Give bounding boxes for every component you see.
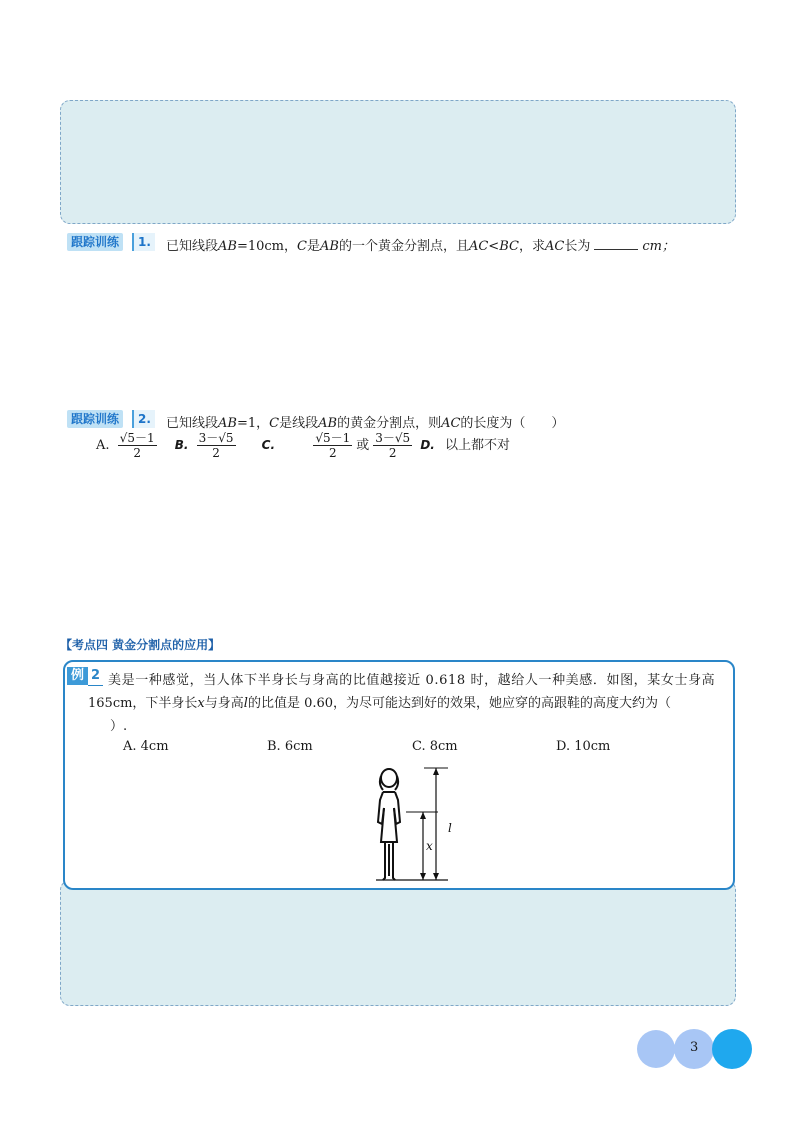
label-l: l: [448, 821, 452, 835]
option-c-fraction-2: $\frac{3-√5}{2}$: [375, 431, 411, 460]
section-title: 【考点四 黄金分割点的应用】: [60, 638, 221, 652]
woman-height-figure: [366, 764, 470, 884]
example-option-b: B. 6cm: [267, 739, 313, 754]
option-b-label: B.: [174, 438, 189, 452]
page-number: 3: [690, 1040, 699, 1055]
option-c-fraction-1: $\frac{√5-1}{2}$: [315, 431, 351, 460]
example-option-d: D. 10cm: [556, 739, 611, 754]
example-line-1: 美是一种感觉，当人体下半身长与身高的比值越接近 0.618 时，越给人一种美感．如图，某女士身高: [108, 673, 716, 688]
answer-box-top: [60, 100, 736, 224]
option-d-label: D.: [420, 438, 435, 452]
option-d-text: 以上都不对: [444, 438, 510, 453]
practice-number-1: 1.: [132, 233, 155, 251]
question-1-text: 已知线段AB=10cm，C是AB的一个黄金分割点，且AC<BC，求AC长为 cm；: [166, 239, 675, 254]
example-number: 2: [88, 667, 103, 686]
label-x: x: [426, 839, 433, 853]
practice-tag-1: 跟踪训练: [67, 233, 123, 251]
answer-box-bottom: [60, 880, 736, 1006]
option-b-fraction: $\frac{3-√5}{2}$: [198, 431, 234, 460]
example-option-c: C. 8cm: [412, 739, 458, 754]
woman-silhouette-icon: [378, 769, 400, 880]
example-tag: 例: [67, 667, 88, 685]
question-2-options: A. $\frac{√5-1}{2}$ B. $\frac{3-√5}{2}$ C. $\frac{√5-1}{2}$ 或 $\frac{3-√5}{2}$ D. 以上都不对: [96, 431, 510, 460]
option-a-fraction: $\frac{√5-1}{2}$: [119, 431, 155, 460]
example-line-2: 165cm，下半身长x与身高l的比值是 0.60，为尽可能达到好的效果，她应穿的高跟鞋的高度大约为（: [88, 696, 672, 711]
page-circle-left: [637, 1030, 675, 1068]
practice-tag-2: 跟踪训练: [67, 410, 123, 428]
answer-blank[interactable]: [594, 237, 638, 250]
option-a-label: A.: [96, 438, 110, 453]
practice-number-2: 2.: [132, 410, 155, 428]
option-c-label: C.: [261, 438, 276, 452]
page-circle-right: [712, 1029, 752, 1069]
example-line-3: ）.: [110, 719, 128, 734]
example-option-a: A. 4cm: [123, 739, 169, 754]
question-2-text: 已知线段AB=1，C是线段AB的黄金分割点，则AC的长度为（ ）: [166, 416, 565, 431]
